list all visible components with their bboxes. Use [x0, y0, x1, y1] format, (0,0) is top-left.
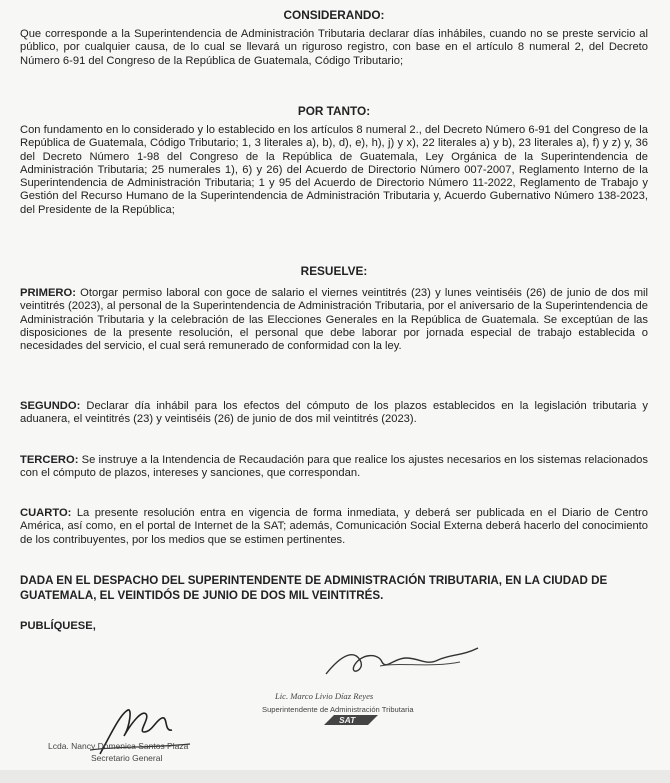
secretary-name: Lcda. Nancy Domenica Santos Plaza [48, 741, 189, 751]
article-label: CUARTO: [20, 507, 72, 519]
considerando-heading: CONSIDERANDO: [283, 8, 385, 22]
secretary-title: Secretario General [91, 753, 163, 763]
article-text: Declarar día inhábil para los efectos del cómputo de los plazos establecidos en la legislación tributaria y aduanera, el veintitrés (23) y veintiséis (26) de junio de dos mil veintitrés (2023). [20, 400, 648, 426]
article-segundo [20, 400, 648, 427]
por-tanto-paragraph: Con fundamento en lo considerado y lo establecido en los artículos 8 numeral 2., del Decreto Número 6-91 del Congreso de la República de Guatemala, Código Tributario; 1, 3 literales a), b), d), e), h), j) y x), 22 literales a) y b), 23 literales a), f) y z) y, 36 del Decreto Número 1-98 del Congreso de la República de Guatemala, Ley Orgánica de la Superintendencia de Administración Tributaria; 25 numerales 1), 6) y 26) del Acuerdo de Directorio Número 007-2007, Reglamento Interno de la Superintendencia de Administración Tributaria; 1 y 95 del Acuerdo de Directorio Número 11-2022, Reglamento de Trabajo y Gestión del Recurso Humano de la Superintendencia de Administración Tributaria y, Acuerdo Gubernativo Número 138-2023, del Presidente de la República; [20, 124, 648, 216]
article-label: TERCERO: [20, 454, 79, 466]
superintendent-title: Superintendente de Administración Tributaria [262, 705, 414, 714]
superintendent-name: Lic. Marco Livio Díaz Reyes [275, 691, 374, 701]
por-tanto-heading: POR TANTO: [297, 104, 371, 118]
sat-stamp-text: SAT [339, 715, 356, 725]
superintendent-signature-graphic [320, 636, 490, 686]
article-text: Se instruye a la Intendencia de Recaudación para que realice los ajustes necesarios en los sistemas relacionados con el cómputo de plazos, intereses y sanciones, que correspondan. [20, 454, 648, 480]
article-cuarto [20, 507, 648, 547]
closing-given-statement: DADA EN EL DESPACHO DEL SUPERINTENDENTE DE ADMINISTRACIÓN TRIBUTARIA, EN LA CIUDAD DE GUATEMALA, EL VEINTIDÓS DE JUNIO DE DOS MIL VEINTITRÉS. [20, 574, 608, 602]
article-label: PRIMERO: [20, 287, 76, 299]
article-primero [20, 287, 648, 353]
closing-publish: PUBLÍQUESE, [20, 620, 96, 632]
article-text: Otorgar permiso laboral con goce de salario el viernes veintitrés (23) y lunes veintiséis (26) de junio de dos mil veintitrés (2023), al personal de la Superintendencia de Administración Tributaria, por el aniversario de la Superintendencia de Administración Tributaria y la celebración de las Elecciones Generales en la República de Guatemala. Se exceptúan de las disposiciones de la presente resolución, el personal que debe laborar por jornada especial de trabajo establecida o necesidades del servicio, el cual será remunerado de conformidad con la ley. [20, 287, 648, 353]
article-tercero [20, 454, 648, 481]
article-text: La presente resolución entra en vigencia de forma inmediata, y deberá ser publicada en el Diario de Centro América, así como, en el portal de Internet de la SAT; además, Comunicación Social Externa deberá hacerlo del conocimiento de los contribuyentes, por los medios que se estimen pertinentes. [20, 507, 648, 546]
considerando-paragraph: Que corresponde a la Superintendencia de Administración Tributaria declarar días inhábiles, cuando no se preste servicio al público, por cualquier causa, de lo cual se llevará un riguroso registro, con base en el artículo 8 numeral 2, del Decreto Número 6-91 del Congreso de la República de Guatemala, Código Tributario; [20, 28, 648, 67]
resuelve-heading: RESUELVE: [300, 264, 368, 278]
article-label: SEGUNDO: [20, 400, 81, 412]
